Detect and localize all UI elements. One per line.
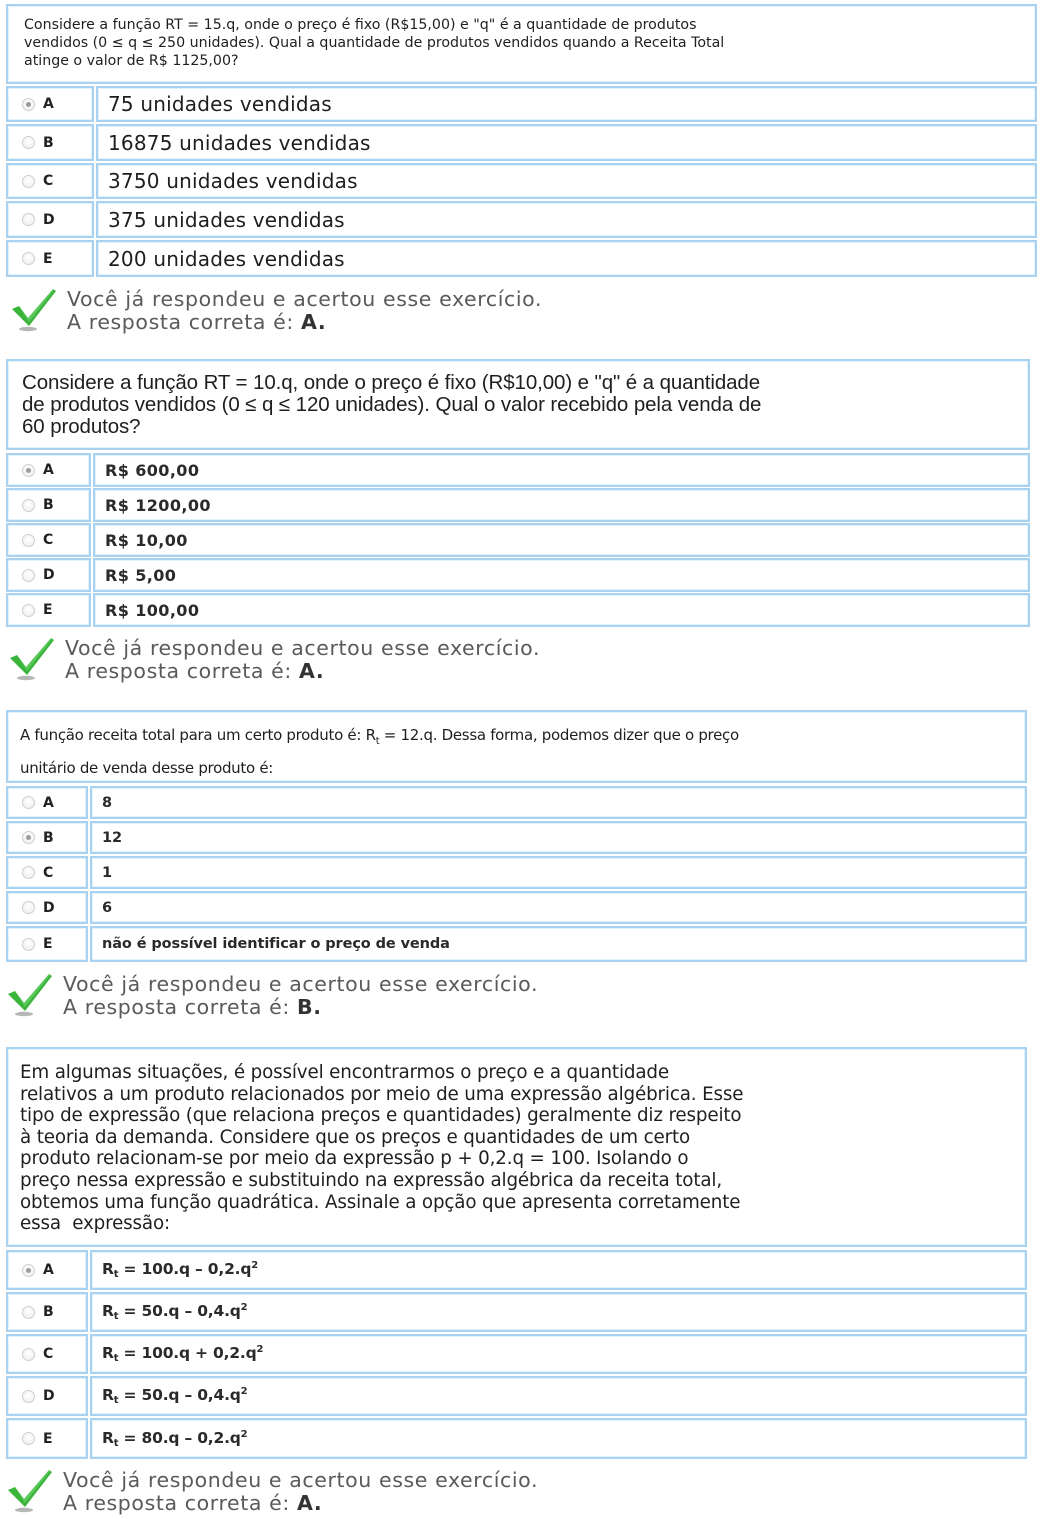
subscript: t	[113, 1395, 119, 1406]
feedback-line-2	[63, 996, 538, 1019]
superscript: 2	[240, 1302, 248, 1313]
option-letter: C	[43, 864, 54, 881]
question-1-option-b[interactable]	[96, 124, 1037, 161]
question-2-option-a-radio[interactable]	[6, 453, 91, 487]
checkmark-icon	[4, 1466, 56, 1518]
question-3-option-e[interactable]	[90, 926, 1027, 962]
option-letter: A	[43, 1262, 54, 1278]
radio-unchecked-icon[interactable]	[22, 569, 35, 582]
radio-unchecked-icon[interactable]	[22, 1306, 35, 1319]
feedback-prefix: A resposta correta é:	[63, 1491, 297, 1515]
radio-unchecked-icon[interactable]	[22, 213, 35, 226]
question-3-option-d-radio[interactable]	[6, 891, 88, 924]
option-text: 200 unidades vendidas	[108, 246, 345, 271]
question-4-option-d-radio[interactable]	[6, 1376, 88, 1416]
question-4-option-a[interactable]	[90, 1250, 1027, 1290]
question-3-option-b-radio[interactable]	[6, 821, 88, 854]
question-1-option-d[interactable]	[96, 201, 1037, 238]
question-4-option-b-radio[interactable]	[6, 1292, 88, 1332]
option-letter: D	[43, 899, 55, 916]
radio-checked-icon[interactable]	[22, 464, 35, 477]
question-1-feedback	[8, 285, 542, 337]
question-1-line: Considere a função RT = 15.q, onde o preço é fixo (R$15,00) e "q" é a quantidade de produtos	[24, 17, 697, 33]
question-4-option-a-radio[interactable]	[6, 1250, 88, 1290]
question-3-option-c-radio[interactable]	[6, 856, 88, 889]
option-text: 16875 unidades vendidas	[108, 130, 371, 155]
option-letter: E	[43, 936, 53, 952]
feedback-line-2	[67, 311, 542, 334]
feedback-line-1: Você já respondeu e acertou esse exercício.	[63, 1468, 539, 1492]
question-2-option-d[interactable]	[93, 558, 1030, 592]
radio-unchecked-icon[interactable]	[22, 796, 35, 809]
question-3-line: unitário de venda desse produto é:	[20, 759, 273, 777]
question-3-option-e-radio[interactable]	[6, 926, 88, 962]
question-2-line: Considere a função RT = 10.q, onde o preço é fixo (R$10,00) e "q" é a quantidade	[22, 371, 761, 394]
radio-unchecked-icon[interactable]	[22, 1390, 35, 1403]
question-2-option-e[interactable]	[93, 593, 1030, 627]
option-letter: C	[43, 173, 54, 189]
question-3-option-a[interactable]	[90, 786, 1027, 819]
checkmark-icon	[8, 285, 60, 337]
feedback-line-1: Você já respondeu e acertou esse exercício.	[63, 972, 539, 996]
feedback-prefix: A resposta correta é:	[67, 310, 301, 334]
question-4-statement	[6, 1047, 1027, 1247]
radio-unchecked-icon[interactable]	[22, 499, 35, 512]
option-text: 6	[102, 899, 112, 916]
formula-expr: = 50.q – 0,4.q	[118, 1302, 241, 1320]
correct-answer: B.	[297, 995, 322, 1019]
question-3-option-a-radio[interactable]	[6, 786, 88, 819]
option-letter: B	[43, 134, 54, 151]
question-4-line: produto relacionam-se por meio da expressão p + 0,2.q = 100. Isolando o	[20, 1148, 689, 1170]
option-text: 12	[102, 829, 122, 846]
question-1-option-d-radio[interactable]	[6, 201, 94, 238]
question-3-statement	[6, 710, 1027, 783]
question-1-option-e-radio[interactable]	[6, 240, 94, 277]
superscript: 2	[251, 1260, 259, 1271]
radio-unchecked-icon[interactable]	[22, 534, 35, 547]
question-2-option-c[interactable]	[93, 523, 1030, 557]
question-4-line: essa expressão:	[20, 1213, 171, 1235]
option-text: R$ 100,00	[105, 600, 200, 620]
question-3-line	[20, 722, 1013, 755]
feedback-prefix: A resposta correta é:	[63, 995, 297, 1019]
question-4-option-c[interactable]	[90, 1334, 1027, 1374]
checkmark-icon	[6, 634, 58, 686]
feedback-line-1: Você já respondeu e acertou esse exercício.	[67, 287, 543, 311]
option-text: R$ 5,00	[105, 565, 177, 585]
option-letter: A	[43, 462, 54, 478]
question-4-line: obtemos uma função quadrática. Assinale a opção que apresenta corretamente	[20, 1191, 741, 1213]
question-3-text: = 12.q. Dessa forma, podemos dizer que o preço	[379, 726, 739, 744]
option-letter: C	[43, 532, 54, 548]
question-2-option-b-radio[interactable]	[6, 488, 91, 522]
question-3-text: A função receita total para um certo produto é: R	[20, 726, 376, 744]
option-text: 375 unidades vendidas	[108, 207, 345, 232]
question-3-option-b[interactable]	[90, 821, 1027, 854]
question-4-line: Em algumas situações, é possível encontrarmos o preço e a quantidade	[20, 1062, 669, 1083]
option-letter: D	[43, 567, 55, 583]
option-text: 75 unidades vendidas	[108, 92, 332, 116]
feedback-line-2	[65, 660, 540, 683]
option-letter: C	[43, 1346, 54, 1362]
feedback-text	[65, 637, 540, 683]
feedback-prefix: A resposta correta é:	[65, 659, 299, 683]
question-1-option-a[interactable]	[96, 86, 1037, 122]
question-1-option-b-radio[interactable]	[6, 124, 94, 161]
radio-unchecked-icon[interactable]	[22, 136, 35, 149]
option-text: não é possível identificar o preço de venda	[102, 936, 450, 952]
feedback-line-2	[63, 1492, 538, 1515]
feedback-text	[63, 1469, 538, 1515]
subscript: t	[113, 1311, 119, 1322]
formula-base: R	[102, 1260, 114, 1278]
question-2-statement	[6, 359, 1030, 450]
option-letter: B	[43, 497, 54, 513]
option-text: R$ 600,00	[105, 460, 200, 480]
question-2-option-a[interactable]	[93, 453, 1030, 487]
radio-unchecked-icon[interactable]	[22, 175, 35, 188]
subscript: t	[113, 1269, 119, 1280]
option-letter: D	[43, 211, 55, 228]
radio-unchecked-icon[interactable]	[22, 866, 35, 879]
formula-base: R	[102, 1344, 114, 1362]
subscript: t	[113, 1353, 119, 1364]
question-2-option-d-radio[interactable]	[6, 558, 91, 592]
formula	[102, 1429, 247, 1449]
correct-answer: A.	[299, 659, 325, 683]
question-4-option-e-radio[interactable]	[6, 1418, 88, 1459]
option-text: 8	[102, 794, 112, 811]
radio-checked-icon[interactable]	[22, 1264, 35, 1277]
radio-unchecked-icon[interactable]	[22, 604, 35, 617]
option-text: 3750 unidades vendidas	[108, 169, 358, 193]
question-1-option-c-radio[interactable]	[6, 163, 94, 199]
formula-expr: = 100.q + 0,2.q	[118, 1344, 257, 1362]
formula-base: R	[102, 1428, 114, 1447]
question-3-feedback	[4, 970, 538, 1022]
correct-answer: A.	[301, 310, 327, 334]
question-1-line: vendidos (0 ≤ q ≤ 250 unidades). Qual a quantidade de produtos vendidos quando a Receita Total	[24, 35, 725, 51]
question-1-option-a-radio[interactable]	[6, 86, 94, 122]
question-4-option-e[interactable]	[90, 1418, 1027, 1459]
question-2-line: 60 produtos?	[22, 415, 141, 438]
subscript: t	[375, 736, 380, 747]
question-2-option-b[interactable]	[93, 488, 1030, 522]
question-4-line: tipo de expressão (que relaciona preços e quantidades) geralmente diz respeito	[20, 1105, 742, 1127]
question-4-option-c-radio[interactable]	[6, 1334, 88, 1374]
feedback-line-1: Você já respondeu e acertou esse exercício.	[65, 636, 541, 660]
subscript: t	[113, 1437, 119, 1449]
radio-unchecked-icon[interactable]	[22, 252, 35, 265]
superscript: 2	[240, 1428, 248, 1440]
formula-base: R	[102, 1386, 114, 1404]
feedback-text	[63, 973, 538, 1019]
radio-unchecked-icon[interactable]	[22, 901, 35, 914]
question-2-option-c-radio[interactable]	[6, 523, 91, 557]
radio-checked-icon[interactable]	[22, 831, 35, 844]
question-4-line: à teoria da demanda. Considere que os preços e quantidades de um certo	[20, 1126, 691, 1148]
question-1-option-c[interactable]	[96, 163, 1037, 199]
option-letter: A	[43, 794, 54, 811]
question-2-line: de produtos vendidos (0 ≤ q ≤ 120 unidades). Qual o valor recebido pela venda de	[22, 393, 762, 416]
radio-unchecked-icon[interactable]	[22, 1432, 35, 1445]
option-text: 1	[102, 864, 112, 881]
formula	[102, 1344, 263, 1364]
option-text: R$ 1200,00	[105, 495, 211, 515]
question-4-feedback	[4, 1466, 538, 1518]
radio-unchecked-icon[interactable]	[22, 938, 35, 951]
option-letter: A	[43, 96, 54, 112]
question-4-line: preço nessa expressão e substituindo na expressão algébrica da receita total,	[20, 1169, 722, 1191]
radio-checked-icon[interactable]	[22, 98, 35, 111]
question-1-line: atinge o valor de R$ 1125,00?	[24, 53, 239, 69]
question-4-option-d[interactable]	[90, 1376, 1027, 1416]
question-4-line: relativos a um produto relacionados por meio de uma expressão algébrica. Esse	[20, 1083, 744, 1105]
question-1-option-e[interactable]	[96, 240, 1037, 277]
checkmark-icon	[4, 970, 56, 1022]
option-text: R$ 10,00	[105, 530, 188, 550]
question-4-option-b[interactable]	[90, 1292, 1027, 1332]
formula-base: R	[102, 1302, 114, 1320]
formula-expr: = 50.q – 0,4.q	[118, 1386, 241, 1404]
question-1-statement	[6, 4, 1037, 84]
option-letter: E	[43, 250, 53, 267]
formula	[102, 1260, 258, 1280]
option-letter: B	[43, 1304, 54, 1320]
correct-answer: A.	[297, 1491, 323, 1515]
radio-unchecked-icon[interactable]	[22, 1348, 35, 1361]
option-letter: E	[43, 1430, 53, 1447]
option-letter: D	[43, 1388, 55, 1404]
formula-expr: = 80.q – 0,2.q	[118, 1428, 241, 1447]
formula	[102, 1386, 247, 1406]
question-3-option-d[interactable]	[90, 891, 1027, 924]
question-2-feedback	[6, 634, 540, 686]
question-2-option-e-radio[interactable]	[6, 593, 91, 627]
feedback-text	[67, 288, 542, 334]
formula-expr: = 100.q – 0,2.q	[118, 1260, 252, 1278]
superscript: 2	[256, 1344, 264, 1355]
formula	[102, 1302, 247, 1322]
option-letter: B	[43, 829, 54, 846]
option-letter: E	[43, 602, 53, 618]
superscript: 2	[240, 1386, 248, 1397]
question-3-option-c[interactable]	[90, 856, 1027, 889]
